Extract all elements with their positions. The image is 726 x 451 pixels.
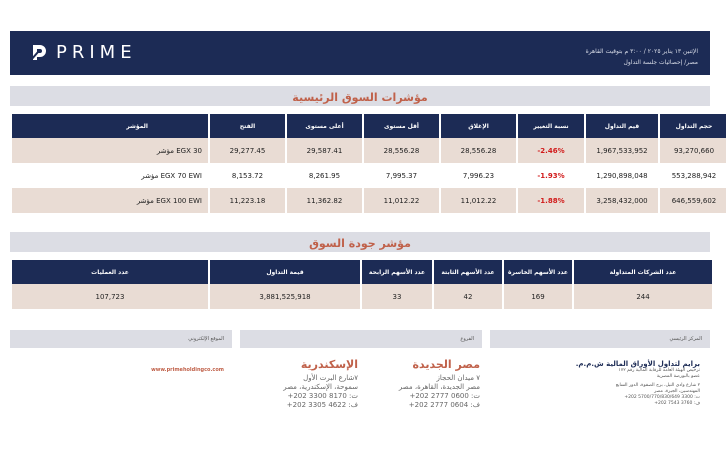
branch-city: الإسكندرية [300, 358, 358, 371]
high-value: 8,261.95 [287, 164, 362, 188]
report-subtitle: مصر/ إحصائيات جلسة التداول [623, 59, 698, 66]
report-date: الإثنين ١٣ يناير ٢٠٢٥ / ٣:٠٠ م بتوقيت القاهرة [585, 48, 698, 55]
quality-section-title [10, 232, 710, 252]
change-value: -1.93% [518, 164, 584, 188]
branch-phone: ت: 8170 3300 202+ [287, 392, 358, 400]
close-value: 11,012.22 [441, 188, 516, 214]
table-row [12, 188, 726, 214]
branch-fax: ف: 4622 3305 202+ [286, 401, 358, 409]
trade-volume: 646,559,602 [660, 188, 726, 214]
low-value: 28,556.28 [364, 138, 439, 164]
table-row [12, 138, 726, 164]
branch-city: مصر الجديدة [412, 358, 480, 371]
hq-label-bar [490, 330, 710, 348]
low-value: 11,012.22 [364, 188, 439, 214]
index-name: مؤشر EGX 100 EWI [12, 188, 208, 214]
trade-value: 3,881,525,918 [210, 284, 360, 310]
branches-label-bar [240, 330, 482, 348]
index-name: مؤشر EGX 30 [12, 138, 208, 164]
hq-address-line: المهندسين، الجيزة، مصر [654, 389, 700, 394]
license-line: ترخيص الهيئة العامة للرقابة المالية رقم ١٧٢ [618, 368, 700, 373]
membership-line: عضو بالبورصة المصرية [656, 374, 700, 379]
change-value: -1.88% [518, 188, 584, 214]
table-row [12, 284, 712, 310]
open-value: 11,223.18 [210, 188, 285, 214]
indices-table [10, 114, 726, 214]
website-label-bar [10, 330, 232, 348]
website-block [10, 356, 224, 375]
website-link[interactable]: www.primeholdingco.com [151, 367, 224, 373]
company-name: برايم لتداول الأوراق المالية ش.م.م. [575, 360, 700, 368]
report-date-info [586, 46, 698, 68]
brand-name: PRIME [56, 41, 137, 63]
trade-value: 3,258,432,000 [586, 188, 658, 214]
market-quality-table [10, 260, 714, 310]
quality-title: مؤشر جودة السوق [309, 237, 411, 250]
col-unchanged: عدد الأسهم الثابتة [434, 260, 502, 284]
col-gainers: عدد الأسهم الرابحة [362, 260, 432, 284]
col-low: أقل مستوى [364, 114, 439, 138]
col-change: نسبة التغيير [518, 114, 584, 138]
prime-logo[interactable] [30, 41, 137, 63]
transactions-value: 107,723 [12, 284, 208, 310]
branch-phone: ت: 0600 2777 202+ [409, 392, 480, 400]
website-label: الموقع الإلكتروني [188, 336, 224, 342]
trade-volume: 93,270,660 [660, 138, 726, 164]
index-name: مؤشر EGX 70 EWI [12, 164, 208, 188]
close-value: 7,996.23 [441, 164, 516, 188]
hq-fax: ف: 3760 7543 202+ [654, 401, 700, 406]
branch-alexandria [240, 358, 358, 410]
branch-heliopolis [362, 358, 480, 410]
branch-address-line: مصر الجديدة، القاهرة، مصر [398, 383, 480, 391]
open-value: 29,277.45 [210, 138, 285, 164]
report-header [10, 31, 710, 75]
col-trade-volume: حجم التداول [660, 114, 726, 138]
headquarters-block [560, 360, 700, 407]
quality-header-row [12, 260, 712, 284]
branches-label: الفروع [460, 336, 474, 342]
col-trade-value: قيم التداول [586, 114, 658, 138]
trade-value: 1,290,898,048 [586, 164, 658, 188]
col-transactions: عدد العمليات [12, 260, 208, 284]
gainers-value: 33 [362, 284, 432, 310]
change-value: -2.46% [518, 138, 584, 164]
hq-phone: ت: 3300 5700/770/830/649 202+ [624, 395, 700, 400]
indices-section-title [10, 86, 710, 106]
open-value: 8,153.72 [210, 164, 285, 188]
col-traded-companies: عدد الشركات المتداولة [574, 260, 712, 284]
traded-companies-value: 244 [574, 284, 712, 310]
col-losers: عدد الأسهم الخاسرة [504, 260, 572, 284]
unchanged-value: 42 [434, 284, 502, 310]
losers-value: 169 [504, 284, 572, 310]
branch-fax: ف: 0604 2777 202+ [408, 401, 480, 409]
indices-title: مؤشرات السوق الرئيسية [292, 91, 428, 104]
low-value: 7,995.37 [364, 164, 439, 188]
indices-header-row [12, 114, 726, 138]
high-value: 29,587.41 [287, 138, 362, 164]
trade-volume: 553,288,942 [660, 164, 726, 188]
close-value: 28,556.28 [441, 138, 516, 164]
high-value: 11,362.82 [287, 188, 362, 214]
hq-label: المركز الرئيسي [669, 336, 702, 342]
col-open: الفتح [210, 114, 285, 138]
branch-address-line: سموحة، الإسكندرية، مصر [283, 383, 358, 391]
branch-address-line: ٧شارع البرت الأول [303, 374, 358, 382]
trade-value: 1,967,533,952 [586, 138, 658, 164]
col-high: أعلى مستوى [287, 114, 362, 138]
col-index: المؤشر [12, 114, 208, 138]
table-row [12, 164, 726, 188]
prime-logo-icon [30, 43, 48, 61]
col-close: الإغلاق [441, 114, 516, 138]
col-trade-value: قيمة التداول [210, 260, 360, 284]
branch-address-line: ٧ ميدان الحجاز [436, 374, 480, 382]
hq-address-line: ٢ شارع وادي النيل، برج الصفوة، الدور السابع [615, 383, 700, 388]
